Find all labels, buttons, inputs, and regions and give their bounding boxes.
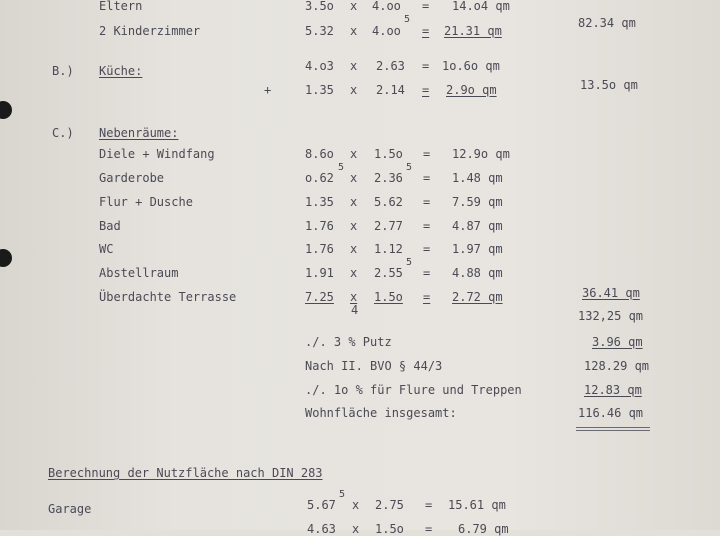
section-title: Nebenräume:: [99, 126, 179, 140]
row-label: Garage: [48, 502, 92, 516]
equals: =: [423, 266, 431, 280]
double-underline: [576, 427, 650, 431]
dim-b: 1.12: [374, 242, 403, 256]
equals: =: [422, 0, 430, 13]
calc-label: ./. 1o % für Flure und Treppen: [305, 383, 522, 397]
times: x: [350, 83, 358, 97]
area-result: 15.61 qm: [448, 498, 506, 512]
area-result: 1o.6o qm: [442, 59, 500, 73]
calc-value: 12.83 qm: [584, 383, 642, 397]
equals: =: [423, 242, 431, 256]
dim-a: 3.5o: [305, 0, 334, 13]
superscript: 5: [338, 162, 345, 173]
equals: =: [425, 522, 433, 536]
area-result: 1.48 qm: [452, 171, 503, 185]
area-result: 2.9o qm: [446, 83, 497, 97]
times: x: [350, 195, 358, 209]
divisor: 4: [351, 303, 359, 317]
dim-a: 1.76: [305, 219, 334, 233]
row-label: Eltern: [99, 0, 143, 13]
calc-value: 128.29 qm: [584, 359, 650, 373]
area-result: 21.31 qm: [444, 24, 502, 38]
dim-b: 2.36: [374, 171, 403, 185]
row-label: Abstellraum: [99, 266, 179, 280]
times: x: [350, 290, 358, 304]
row-label: Flur + Dusche: [99, 195, 193, 209]
row-label: Garderobe: [99, 171, 165, 185]
calc-value: 3.96 qm: [592, 335, 643, 349]
dim-b: 2.75: [375, 498, 404, 512]
punch-hole-1: [0, 101, 12, 119]
times: x: [350, 242, 358, 256]
area-result: 7.59 qm: [452, 195, 503, 209]
dim-b: 2.77: [374, 219, 403, 233]
times: x: [350, 219, 358, 233]
section-sum: 13.5o qm: [580, 78, 638, 92]
times: x: [350, 24, 358, 38]
superscript: 5: [406, 162, 413, 173]
row-label: 2 Kinderzimmer: [99, 24, 201, 38]
dim-a: 5.67: [307, 498, 336, 512]
area-result: 12.9o qm: [452, 147, 510, 161]
superscript: 5: [339, 489, 346, 500]
times: x: [352, 522, 360, 536]
row-label: WC: [99, 242, 114, 256]
dim-b: 1.5o: [374, 147, 403, 161]
times: x: [350, 0, 358, 13]
section-sum: 82.34 qm: [578, 16, 636, 30]
equals: =: [423, 290, 431, 304]
area-result: 14.o4 qm: [452, 0, 510, 13]
calc-label: ./. 3 % Putz: [305, 335, 392, 349]
area-result: 4.88 qm: [452, 266, 503, 280]
superscript: 5: [404, 14, 411, 25]
dim-a: 1.91: [305, 266, 334, 280]
equals: =: [423, 147, 431, 161]
times: x: [350, 59, 358, 73]
dim-b: 4.oo: [372, 0, 401, 13]
dim-a: 4.o3: [305, 59, 334, 73]
dim-b: 2.63: [376, 59, 405, 73]
dim-b: 2.14: [376, 83, 405, 97]
times: x: [350, 147, 358, 161]
times: x: [352, 498, 360, 512]
calc-label: Nach II. BVO § 44/3: [305, 359, 443, 373]
dim-a: 1.35: [305, 83, 334, 97]
dim-a: 7.25: [305, 290, 334, 304]
nutzflaeche-heading: Berechnung der Nutzfläche nach DIN 283: [48, 466, 323, 480]
dim-b: 2.55: [374, 266, 403, 280]
dim-a: 1.76: [305, 242, 334, 256]
superscript: 5: [406, 257, 413, 268]
calc-value: 116.46 qm: [578, 406, 644, 420]
equals: =: [423, 171, 431, 185]
equals: =: [423, 195, 431, 209]
section-title: Küche:: [99, 64, 143, 78]
dim-a: o.62: [305, 171, 334, 185]
row-label: Bad: [99, 219, 121, 233]
dim-b: 1.5o: [375, 522, 404, 536]
area-result: 4.87 qm: [452, 219, 503, 233]
times: x: [350, 266, 358, 280]
times: x: [350, 171, 358, 185]
area-result: 2.72 qm: [452, 290, 503, 304]
section-letter: C.): [52, 126, 74, 140]
area-result: 6.79 qm: [458, 522, 509, 536]
equals: =: [425, 498, 433, 512]
dim-b: 5.62: [374, 195, 403, 209]
area-result: 1.97 qm: [452, 242, 503, 256]
row-label: Überdachte Terrasse: [99, 290, 237, 304]
dim-a: 8.6o: [305, 147, 334, 161]
equals: =: [422, 59, 430, 73]
punch-hole-2: [0, 249, 12, 267]
equals: =: [423, 219, 431, 233]
dim-a: 5.32: [305, 24, 334, 38]
section-letter: B.): [52, 64, 74, 78]
equals: =: [422, 83, 430, 97]
equals: =: [422, 24, 430, 38]
plus: +: [264, 83, 272, 97]
subtotal: 36.41 qm: [582, 286, 640, 300]
dim-b: 4.oo: [372, 24, 401, 38]
dim-b: 1.5o: [374, 290, 403, 304]
dim-a: 4.63: [307, 522, 336, 536]
total: 132,25 qm: [578, 309, 644, 323]
row-label: Diele + Windfang: [99, 147, 215, 161]
calc-label: Wohnfläche insgesamt:: [305, 406, 457, 420]
dim-a: 1.35: [305, 195, 334, 209]
